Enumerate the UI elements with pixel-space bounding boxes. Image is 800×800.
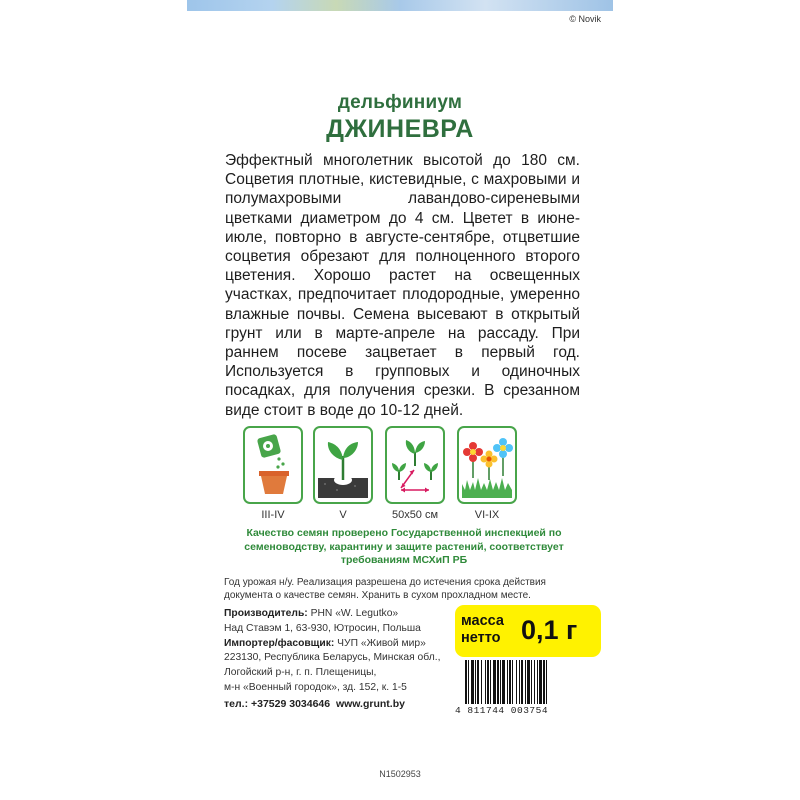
planting-distance-icon xyxy=(385,426,445,504)
cultivation-icons xyxy=(243,426,559,526)
barcode xyxy=(455,660,603,716)
importer-label: Импортер/фасовщик: xyxy=(224,637,335,649)
barcode-bars-icon xyxy=(455,660,603,704)
net-weight-label: масса нетто xyxy=(461,613,504,646)
net-weight-value: 0,1 г xyxy=(521,615,578,645)
net-weight-badge xyxy=(455,605,601,657)
flowers-blooming-icon xyxy=(457,426,517,504)
producer-name: PHN «W. Legutko» xyxy=(310,608,399,619)
harvest-note: Год урожая н/у. Реализация разрешена до истечения срока действия документа о качестве семян. Хранить в сухом прохладном месте. xyxy=(224,577,546,601)
icon-label-distance: 50x50 см xyxy=(391,509,439,521)
top-photo-strip xyxy=(187,0,613,11)
description: Эффектный многолетник высотой до 180 см. Соцветия плотные, кистевидные, с махровыми и полумахровыми лавандово-сиреневыми цветками диаметром до 4 см. Цветет в июне-июле, повторно в августе-сентябре, отцветшие соцветия обрезают для полноценного второго цветения. Хорошо растет на освещенных участках, предпочитает плодородные, умеренно влажные почвы. Семена высевают в открытый грунт или в марте-апреле на рассаду. При раннем посеве зацветает в первый год. Используется в групповых и одиночных посадках, для получения срезки. В срезанном виде стоит в воде до 10-12 дней. xyxy=(225,152,580,419)
importer-address-line-3: м-н «Военный городок», зд. 152, к. 1-5 xyxy=(224,681,407,693)
producer-label: Производитель: xyxy=(224,608,308,619)
contact-info: тел.: +37529 3034646 www.grunt.by xyxy=(224,698,405,710)
importer-name: ЧУП «Живой мир» xyxy=(337,637,426,649)
producer-address: Над Ставэм 1, 63-930, Ютросин, Польша xyxy=(224,622,421,634)
copyright: © Novik xyxy=(569,14,601,24)
sprout-in-soil-icon xyxy=(313,426,373,504)
barcode-digits: 4 811744 003754 xyxy=(455,705,549,716)
icon-label-flowering: VI-IX xyxy=(474,509,500,521)
producer-info xyxy=(224,607,464,696)
icon-label-sowing: III-IV xyxy=(261,509,285,521)
seed-packet-back xyxy=(187,0,613,800)
importer-address-line-2: Логойский р-н, г. п. Плещеницы, xyxy=(224,667,377,679)
variety-name: ДЖИНЕВРА xyxy=(326,115,474,143)
quality-note: Качество семян проверено Государственной инспекцией по семеноводству, карантину и защите растений, соответствует требованиям МСХиП РБ xyxy=(244,527,564,566)
icon-label-sprout: V xyxy=(339,509,347,521)
importer-address-line-1: 223130, Республика Беларусь, Минская обл., xyxy=(224,652,441,664)
seedling-sowing-pot-icon xyxy=(243,426,303,504)
plant-name: дельфиниум xyxy=(337,92,463,113)
print-code-number: N1502953 xyxy=(379,769,421,779)
